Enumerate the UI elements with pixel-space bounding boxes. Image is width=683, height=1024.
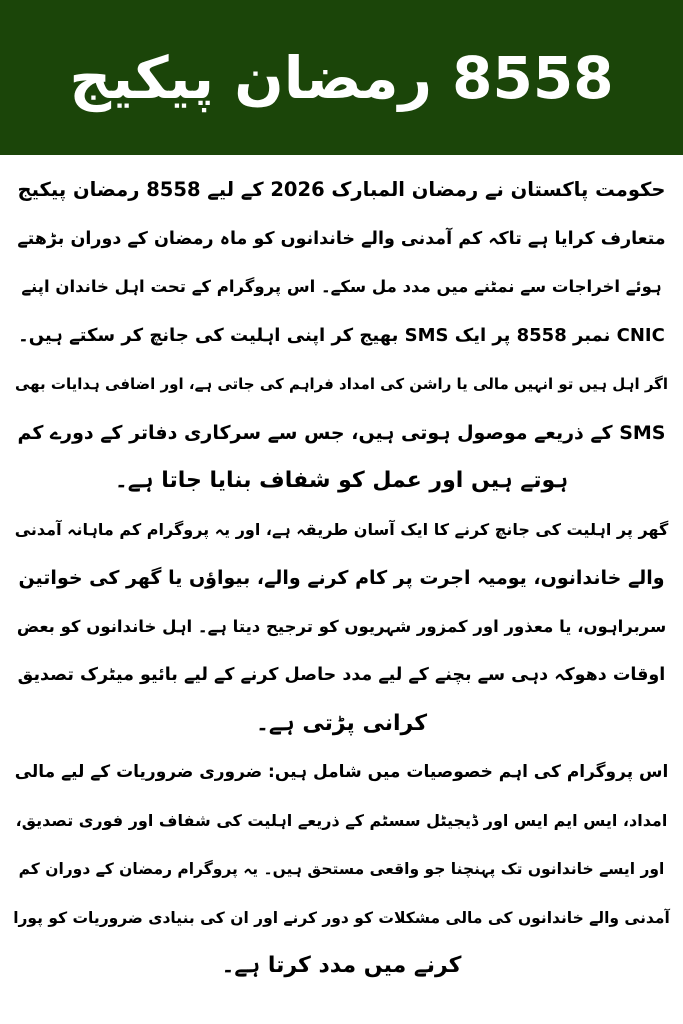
article-line: کرانی پڑتی ہے۔ [256,710,427,736]
article-line: اوقات دھوکہ دہی سے بچنے کے لیے مدد حاصل کرنے کے لیے بائیو میٹرک تصدیق [17,665,666,685]
header-banner [0,0,683,155]
article-line: امداد، ایس ایم ایس اور ڈیجیٹل سسٹم کے ذریعے اہلیت کی شفاف اور فوری تصدیق، [15,810,668,830]
article-line: اگر اہل ہیں تو انہیں مالی یا راشن کی امداد فراہم کی جاتی ہے، اور اضافی ہدایات بھی [14,375,669,393]
page-title: 8558 رمضان پیکیج [69,43,614,112]
article-line: کرنے میں مدد کرتا ہے۔ [221,953,462,978]
article-line: ہوئے اخراجات سے نمٹنے میں مدد مل سکے۔ اس پروگرام کے تحت اہل خاندان اپنے [21,277,662,296]
article-line: اور ایسے خاندانوں تک پہنچنا جو واقعی مستحق ہیں۔ یہ پروگرام رمضان کے دوران کم [18,860,665,878]
article-body [12,166,671,991]
article-line: حکومت پاکستان نے رمضان المبارک 2026 کے لیے 8558 رمضان پیکیج [17,178,666,201]
article-line: گھر پر اہلیت کی جانچ کرنے کا ایک آسان طریقہ ہے، اور یہ پروگرام کم ماہانہ آمدنی [14,519,669,539]
article-line: SMS کے ذریعے موصول ہوتی ہیں، جس سے سرکاری دفاتر کے دورے کم [17,421,666,444]
article-line: متعارف کرایا ہے تاکہ کم آمدنی والے خاندانوں کو ماہ رمضان کے دوران بڑھتے [17,228,666,249]
article-line: آمدنی والے خاندانوں کی مالی مشکلات کو دور کرنے اور ان کی بنیادی ضروریات کو پورا [13,908,670,927]
article-line: ہوتے ہیں اور عمل کو شفاف بنایا جاتا ہے۔ [114,468,569,493]
article-line: CNIC نمبر 8558 پر ایک SMS بھیج کر اپنی اہلیت کی جانچ کر سکتے ہیں۔ [18,324,665,346]
article-line: اس پروگرام کی اہم خصوصیات میں شامل ہیں: ضروری ضروریات کے لیے مالی [14,762,669,782]
article-line: والے خاندانوں، یومیہ اجرت پر کام کرنے والے، بیواؤں یا گھر کی خواتین [18,567,665,589]
article-line: سربراہوں، یا معذور اور کمزور شہریوں کو ترجیح دیتا ہے۔ اہل خاندانوں کو بعض [16,616,667,636]
